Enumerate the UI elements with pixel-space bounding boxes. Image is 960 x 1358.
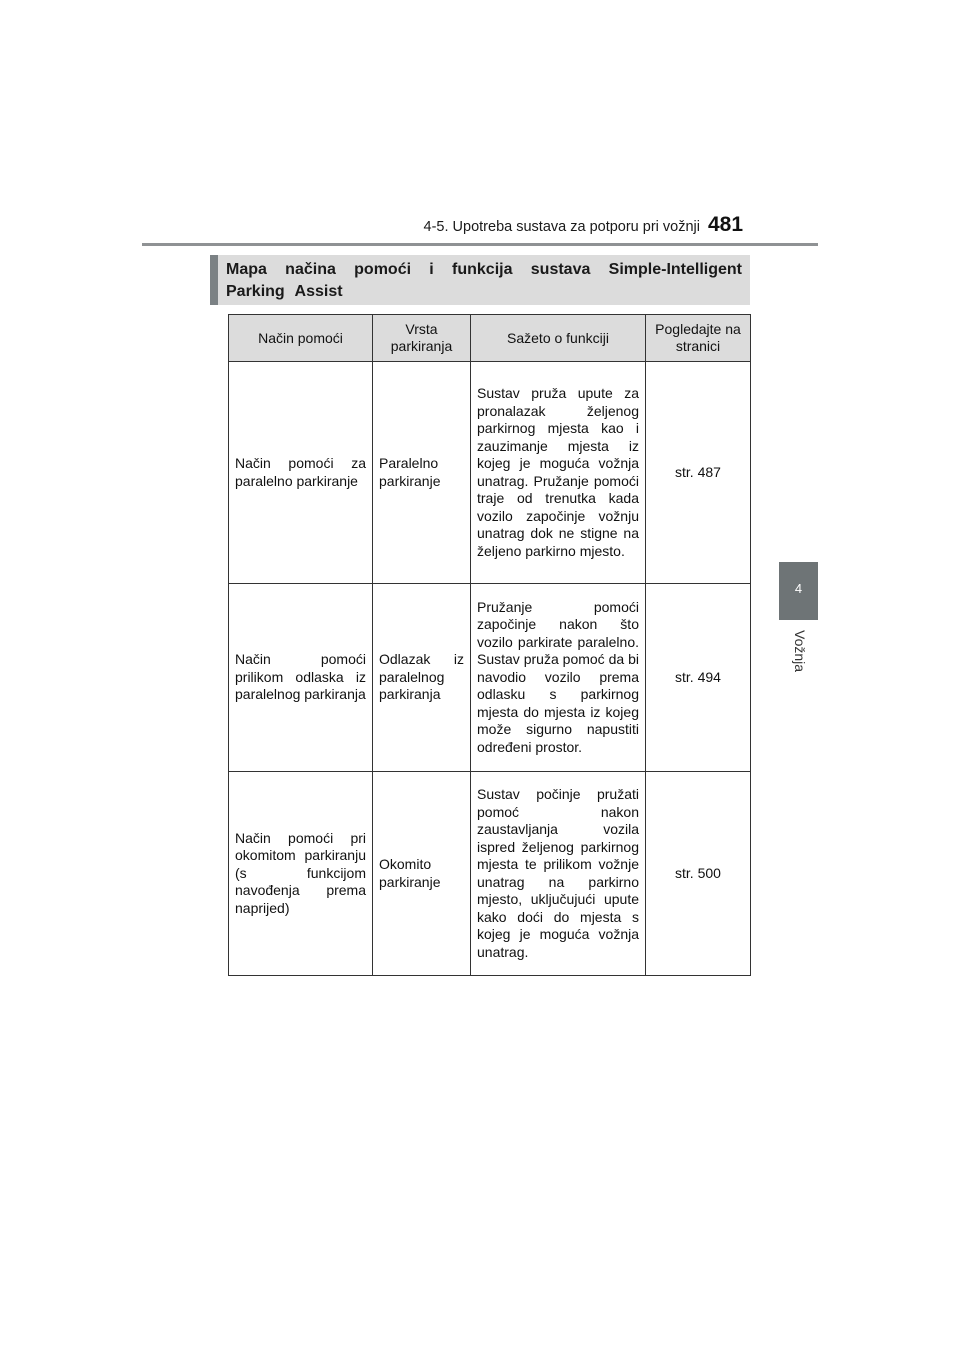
section-heading <box>210 255 750 305</box>
cell-summary: Sustav pruža upute za pronalazak željenog parkirnog mjesta kao i zauzimanje mjesta iz kojeg je moguća vožnja unatrag. Pružanje pomoći traje od trenutka kada vozilo započinje vožnju unatrag dok ne stigne na željeno parkirno mjesto. <box>471 362 646 584</box>
column-header-mode: Način pomoći <box>229 315 373 362</box>
cell-page-ref: str. 494 <box>646 584 751 772</box>
column-header-type: Vrsta parkiranja <box>373 315 471 362</box>
cell-type: Paralelno parkiranje <box>373 362 471 584</box>
table-row <box>229 584 751 772</box>
cell-type: Okomito parkiranje <box>373 772 471 976</box>
assist-mode-table <box>228 314 751 976</box>
cell-summary: Pružanje pomoći započinje nakon što vozilo parkirate paralelno. Sustav pruža pomoć da bi navodio vozilo prema odlasku s parkirnog mjesta do mjesta iz kojeg može sigurno napustiti određeni prostor. <box>471 584 646 772</box>
cell-mode: Način pomoći prilikom odlaska iz paralelnog parkiranja <box>229 584 373 772</box>
cell-mode: Način pomoći za paralelno parkiranje <box>229 362 373 584</box>
section-path: 4-5. Upotreba sustava za potporu pri vožnji <box>423 219 700 235</box>
column-header-summary: Sažeto o funkciji <box>471 315 646 362</box>
table-row <box>229 362 751 584</box>
cell-page-ref: str. 487 <box>646 362 751 584</box>
table-header-row <box>229 315 751 362</box>
header-divider <box>142 243 818 246</box>
cell-page-ref: str. 500 <box>646 772 751 976</box>
cell-summary: Sustav počinje pružati pomoć nakon zaustavljanja vozila ispred željenog parkirnog mjesta te prilikom vožnje unatrag na parkirno mjesto, uključujući upute kako doći do mjesta s kojeg je moguća vožnja unatrag. <box>471 772 646 976</box>
cell-mode: Način pomoći pri okomitom parkiranju (s funkcijom navođenja prema naprijed) <box>229 772 373 976</box>
chapter-number: 4 <box>794 581 803 596</box>
section-accent-bar <box>210 255 218 305</box>
page-number: 481 <box>708 213 744 236</box>
table-row <box>229 772 751 976</box>
section-title: Mapa načina pomoći i funkcija sustava Simple-Intelligent Parking Assist <box>226 261 742 300</box>
column-header-page: Pogledajte na stranici <box>646 315 751 362</box>
chapter-label: Vožnja <box>792 630 808 673</box>
cell-type: Odlazak iz paralelnog parkiranja <box>373 584 471 772</box>
